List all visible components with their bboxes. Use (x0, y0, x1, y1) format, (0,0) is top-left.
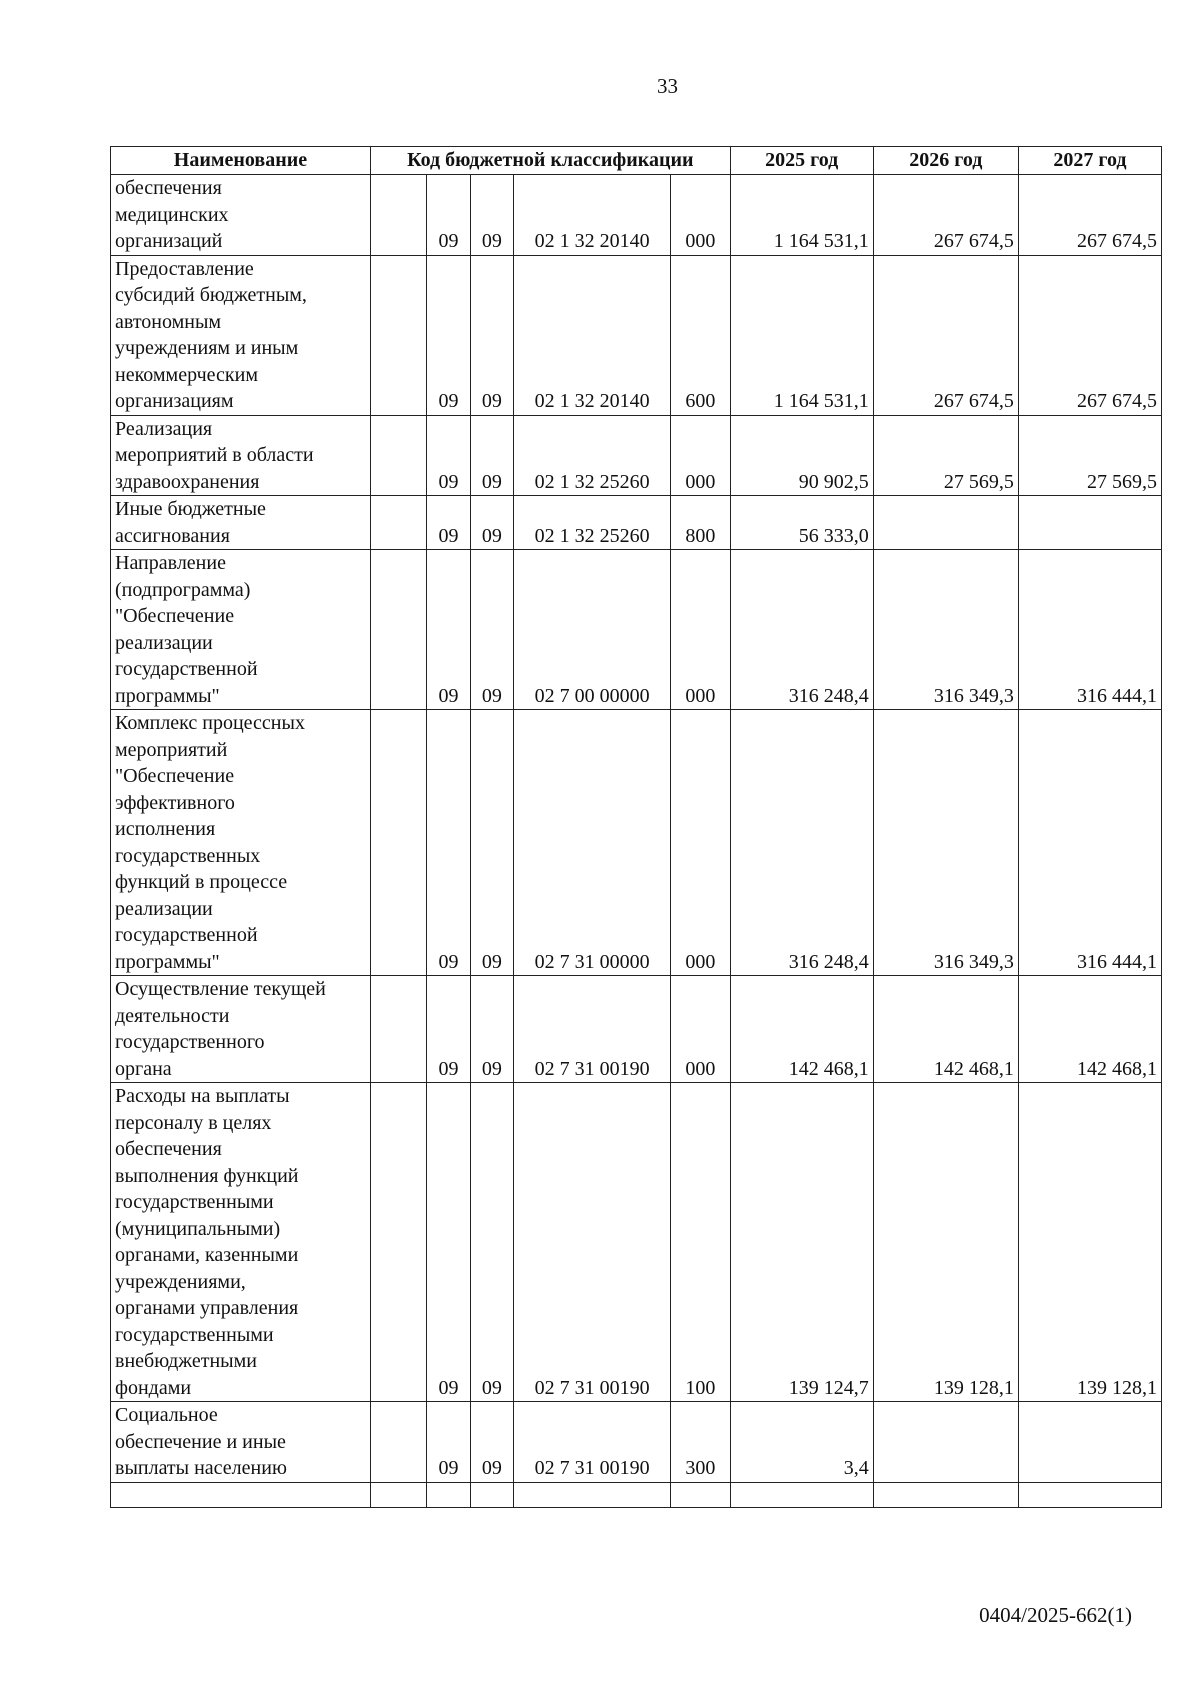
empty-cell (1018, 1482, 1161, 1507)
table-body (111, 175, 1162, 1508)
row-name: Предоставление субсидий бюджетным, автономным учреждениям и иным некоммерческим организациям (111, 255, 371, 415)
empty-cell (514, 1482, 671, 1507)
row-value-2026: 316 349,3 (873, 550, 1018, 710)
row-code-section: 09 (427, 496, 470, 550)
row-code-section: 09 (427, 976, 470, 1083)
row-code-expense-type: 300 (671, 1402, 730, 1483)
row-code-target: 02 1 32 25260 (514, 415, 671, 496)
row-value-2026: 267 674,5 (873, 255, 1018, 415)
row-value-2026 (873, 496, 1018, 550)
row-blank-cell (370, 496, 426, 550)
row-blank-cell (370, 175, 426, 256)
header-2027: 2027 год (1018, 147, 1161, 175)
row-code-target: 02 7 31 00190 (514, 976, 671, 1083)
row-code-target: 02 7 00 00000 (514, 550, 671, 710)
row-value-2027: 27 569,5 (1018, 415, 1161, 496)
header-2025: 2025 год (730, 147, 873, 175)
row-code-subsection: 09 (470, 976, 513, 1083)
table-row (111, 1083, 1162, 1402)
row-code-section: 09 (427, 415, 470, 496)
row-code-subsection: 09 (470, 415, 513, 496)
header-name: Наименование (111, 147, 371, 175)
empty-cell (730, 1482, 873, 1507)
row-value-2026: 139 128,1 (873, 1083, 1018, 1402)
row-value-2025: 1 164 531,1 (730, 175, 873, 256)
row-value-2027: 267 674,5 (1018, 175, 1161, 256)
row-value-2027: 316 444,1 (1018, 710, 1161, 976)
row-code-section: 09 (427, 1083, 470, 1402)
row-value-2026: 267 674,5 (873, 175, 1018, 256)
row-name: обеспечения медицинских организаций (111, 175, 371, 256)
row-value-2025: 316 248,4 (730, 710, 873, 976)
empty-cell (370, 1482, 426, 1507)
row-value-2027: 139 128,1 (1018, 1083, 1161, 1402)
header-2026: 2026 год (873, 147, 1018, 175)
header-row (111, 147, 1162, 175)
row-value-2025: 90 902,5 (730, 415, 873, 496)
row-value-2026: 142 468,1 (873, 976, 1018, 1083)
row-value-2025: 142 468,1 (730, 976, 873, 1083)
row-code-target: 02 1 32 20140 (514, 255, 671, 415)
row-code-target: 02 7 31 00190 (514, 1083, 671, 1402)
row-blank-cell (370, 415, 426, 496)
row-blank-cell (370, 976, 426, 1083)
row-name: Осуществление текущей деятельности государственного органа (111, 976, 371, 1083)
row-code-section: 09 (427, 1402, 470, 1483)
table-row (111, 550, 1162, 710)
row-name: Направление (подпрограмма) "Обеспечение реализации государственной программы" (111, 550, 371, 710)
row-blank-cell (370, 1402, 426, 1483)
row-code-section: 09 (427, 175, 470, 256)
row-value-2026 (873, 1402, 1018, 1483)
row-code-subsection: 09 (470, 496, 513, 550)
row-value-2027: 267 674,5 (1018, 255, 1161, 415)
row-code-subsection: 09 (470, 1083, 513, 1402)
table-row (111, 175, 1162, 256)
row-value-2026: 27 569,5 (873, 415, 1018, 496)
empty-cell (427, 1482, 470, 1507)
row-value-2026: 316 349,3 (873, 710, 1018, 976)
row-code-section: 09 (427, 710, 470, 976)
row-code-expense-type: 000 (671, 415, 730, 496)
row-code-target: 02 1 32 20140 (514, 175, 671, 256)
row-code-expense-type: 100 (671, 1083, 730, 1402)
row-blank-cell (370, 550, 426, 710)
row-code-expense-type: 000 (671, 710, 730, 976)
row-value-2027: 142 468,1 (1018, 976, 1161, 1083)
row-blank-cell (370, 255, 426, 415)
row-code-expense-type: 000 (671, 976, 730, 1083)
row-value-2027 (1018, 1402, 1161, 1483)
empty-cell (470, 1482, 513, 1507)
row-blank-cell (370, 710, 426, 976)
row-code-expense-type: 000 (671, 550, 730, 710)
table-row (111, 976, 1162, 1083)
row-name: Иные бюджетные ассигнования (111, 496, 371, 550)
document-id: 0404/2025-662(1) (979, 1603, 1132, 1627)
empty-cell (671, 1482, 730, 1507)
row-code-expense-type: 000 (671, 175, 730, 256)
row-code-target: 02 7 31 00190 (514, 1402, 671, 1483)
row-name: Комплекс процессных мероприятий "Обеспечение эффективного исполнения государственных функций в процессе реализации государственной программы" (111, 710, 371, 976)
row-code-expense-type: 600 (671, 255, 730, 415)
empty-cell (873, 1482, 1018, 1507)
row-code-section: 09 (427, 255, 470, 415)
row-value-2027 (1018, 496, 1161, 550)
budget-table (110, 146, 1162, 1508)
row-name: Расходы на выплаты персоналу в целях обеспечения выполнения функций государственными (муниципальными) органами, казенными учреждениями, органами управления государственными внебюджетными фондами (111, 1083, 371, 1402)
row-value-2025: 139 124,7 (730, 1083, 873, 1402)
row-value-2025: 1 164 531,1 (730, 255, 873, 415)
row-value-2025: 3,4 (730, 1402, 873, 1483)
row-code-target: 02 7 31 00000 (514, 710, 671, 976)
table-row (111, 496, 1162, 550)
row-value-2027: 316 444,1 (1018, 550, 1161, 710)
row-name: Социальное обеспечение и иные выплаты населению (111, 1402, 371, 1483)
table-row (111, 1402, 1162, 1483)
row-value-2025: 56 333,0 (730, 496, 873, 550)
row-blank-cell (370, 1083, 426, 1402)
row-code-expense-type: 800 (671, 496, 730, 550)
page-number: 33 (657, 74, 678, 98)
row-code-subsection: 09 (470, 710, 513, 976)
row-name: Реализация мероприятий в области здравоохранения (111, 415, 371, 496)
row-code-subsection: 09 (470, 175, 513, 256)
row-value-2025: 316 248,4 (730, 550, 873, 710)
row-code-section: 09 (427, 550, 470, 710)
empty-table-row (111, 1482, 1162, 1507)
table-row (111, 415, 1162, 496)
row-code-subsection: 09 (470, 550, 513, 710)
header-code: Код бюджетной классификации (370, 147, 730, 175)
row-code-subsection: 09 (470, 1402, 513, 1483)
row-code-target: 02 1 32 25260 (514, 496, 671, 550)
row-code-subsection: 09 (470, 255, 513, 415)
table-row (111, 255, 1162, 415)
table-row (111, 710, 1162, 976)
empty-cell (111, 1482, 371, 1507)
